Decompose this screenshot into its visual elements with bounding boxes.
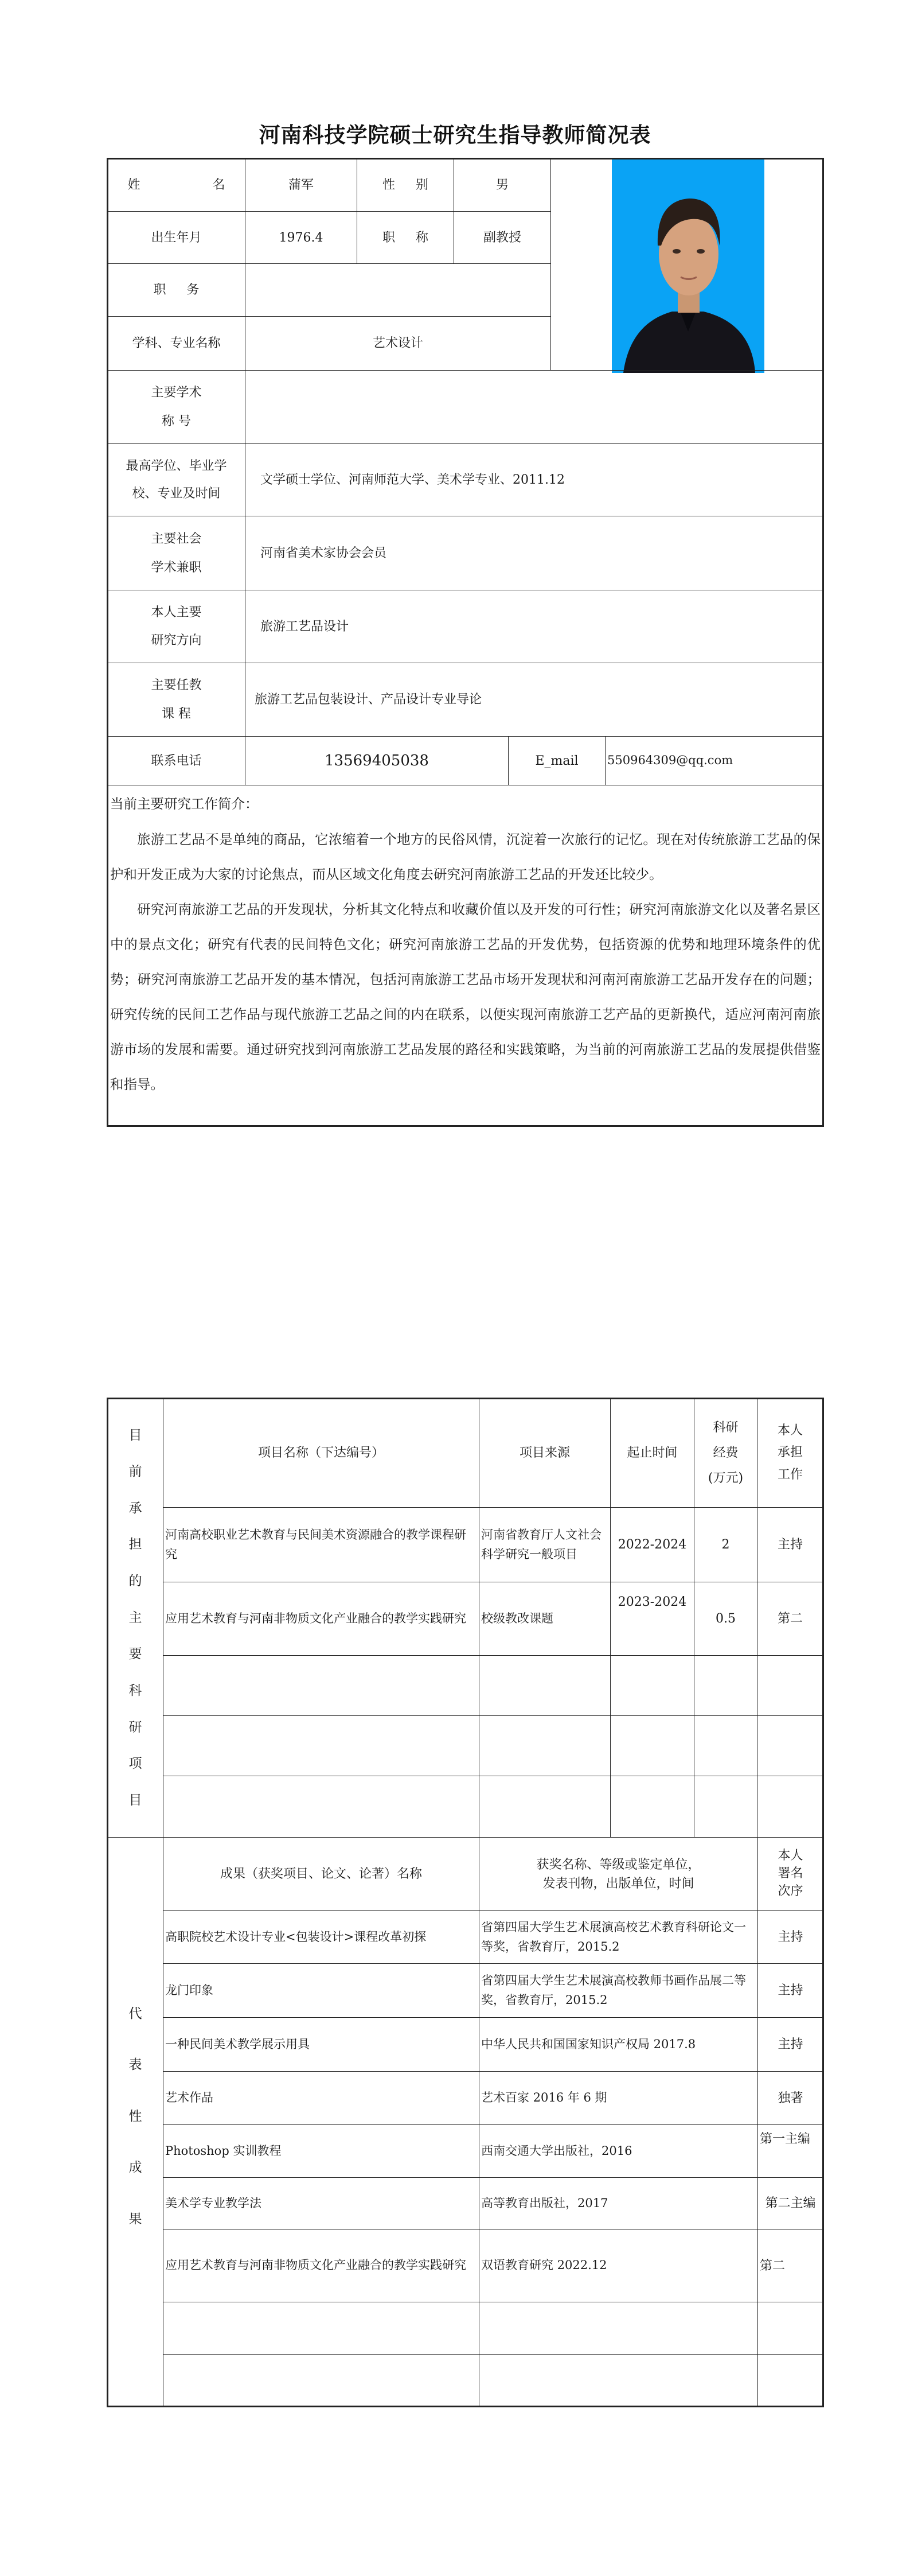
- projects-side-label-char: 承: [128, 1500, 142, 1516]
- project-role-cell: [757, 1655, 823, 1716]
- gender-label: [357, 158, 454, 212]
- projects-side-label-char: 项: [128, 1756, 142, 1772]
- title-label-char: 称: [415, 230, 428, 245]
- project-source-header: 项目来源: [479, 1398, 611, 1508]
- achievement-name-header: 成果（获奖项目、论文、论著）名称: [163, 1837, 479, 1911]
- achievement-order-header: [757, 1837, 823, 1911]
- research-intro-paragraph: 研究河南旅游工艺品的开发现状，分析其文化特点和收藏价值以及开发的可行性；研究河南旅游文化以及著名景区中的景点文化；研究有代表的民间特色文化；研究河南旅游工艺品的开发优势，包括资源的优势和地理环境条件的优势；研究河南旅游工艺品开发的基本情况，包括河南旅游工艺品市场开发现状和河南河南旅游工艺品开发存在的问题；研究传统的民间工艺作品与现代旅游工艺品之间的内在联系，以便实现河南旅游工艺产品的更新换代，适应河南河南旅游市场的发展和需要。通过研究找到河南旅游工艺品发展的路径和实践策略，为当前的河南旅游工艺品的发展提供借鉴和指导。: [110, 901, 821, 1092]
- project-name-cell: [163, 1776, 479, 1838]
- honor-label-line: 称 号: [161, 414, 191, 429]
- birth-label: 出生年月: [107, 211, 245, 264]
- phone-label: 联系电话: [107, 736, 245, 785]
- title-value: 副教授: [454, 211, 551, 264]
- name-label-char: 名: [212, 178, 225, 192]
- project-role-cell: 主持: [757, 1507, 823, 1582]
- order-header-line: 次序: [778, 1884, 803, 1898]
- achievement-award-cell: 省第四届大学生艺术展演高校教师书画作品展二等奖，省教育厅，2015.2: [479, 1963, 758, 2018]
- photo-eye: [697, 249, 705, 254]
- social-value: 河南省美术家协会会员: [245, 516, 823, 590]
- achievement-name-cell: 龙门印象: [163, 1963, 479, 2018]
- achievement-order-cell: [757, 2354, 823, 2407]
- position-label-char: 职: [153, 283, 166, 297]
- project-source-cell: 河南省教育厅人文社会科学研究一般项目: [479, 1507, 611, 1582]
- gender-label-char: 性: [382, 178, 396, 192]
- social-label: [107, 516, 245, 590]
- direction-label-line: 本人主要: [151, 605, 202, 620]
- achievement-award-cell: 省第四届大学生艺术展演高校艺术教育科研论文一等奖，省教育厅，2015.2: [479, 1910, 758, 1964]
- title-label: [357, 211, 454, 264]
- research-intro-heading: 当前主要研究工作简介：: [110, 796, 259, 812]
- honor-label-line: 主要学术: [151, 386, 202, 400]
- achievements-side-label-char: 成: [128, 2160, 142, 2176]
- achievement-award-cell: 高等教育出版社，2017: [479, 2177, 758, 2229]
- projects-side-label-char: 科: [128, 1683, 142, 1698]
- position-label: [107, 263, 245, 317]
- projects-side-label-char: 主: [128, 1610, 142, 1625]
- major-label: 学科、专业名称: [107, 316, 245, 371]
- achievements-side-label-char: 性: [128, 2108, 142, 2124]
- achievement-order-cell: 第二主编: [757, 2177, 823, 2229]
- research-intro: [107, 785, 823, 1126]
- project-role-cell: [757, 1715, 823, 1776]
- gender-label-char: 别: [415, 178, 428, 192]
- project-funding-cell: [694, 1655, 757, 1716]
- phone-value: 13569405038: [245, 736, 509, 785]
- project-funding-cell: [694, 1776, 757, 1838]
- email-label: E_mail: [508, 736, 606, 785]
- project-period-cell: [610, 1776, 694, 1838]
- achievement-name-cell: [163, 2354, 479, 2407]
- achievement-award-cell: [479, 2354, 758, 2407]
- achievement-order-cell: 主持: [757, 1963, 823, 2018]
- courses-label: [107, 663, 245, 737]
- project-name-header: 项目名称（下达编号）: [163, 1398, 479, 1508]
- project-period-header: 起止时间: [610, 1398, 694, 1508]
- achievement-order-cell: 独著: [757, 2071, 823, 2125]
- achievement-award-cell: 艺术百家 2016 年 6 期: [479, 2071, 758, 2125]
- projects-side-label-char: 担: [128, 1537, 142, 1552]
- role-header-line: 本人: [777, 1423, 803, 1438]
- degree-label: [107, 443, 245, 516]
- page-title: 河南科技学院硕士研究生指导教师简况表: [259, 123, 651, 147]
- role-header-line: 工作: [777, 1467, 803, 1482]
- degree-label-line: 最高学位、毕业学: [126, 458, 227, 473]
- achievement-name-cell: 高职院校艺术设计专业<包装设计>课程改革初探: [163, 1910, 479, 1964]
- name-label: [107, 158, 245, 212]
- achievement-name-cell: 美术学专业教学法: [163, 2177, 479, 2229]
- name-label-char: 姓: [127, 178, 140, 192]
- photo-eye: [673, 249, 681, 254]
- project-funding-cell: [694, 1715, 757, 1776]
- achievement-award-header: [479, 1837, 758, 1911]
- achievement-award-cell: 中华人民共和国国家知识产权局 2017.8: [479, 2017, 758, 2072]
- courses-value: 旅游工艺品包装设计、产品设计专业导论: [245, 663, 823, 737]
- achievement-order-cell: [757, 2302, 823, 2355]
- projects-side-label: [107, 1398, 163, 1838]
- award-header-line: 发表刊物，出版单位，时间: [542, 1876, 694, 1891]
- courses-label-line: 主要任教: [151, 678, 202, 693]
- achievement-order-cell: 主持: [757, 2017, 823, 2072]
- funding-header-line: 科研: [713, 1420, 739, 1435]
- order-header-line: 本人: [778, 1849, 803, 1863]
- achievement-award-cell: 双语教育研究 2022.12: [479, 2229, 758, 2302]
- project-period-cell: [610, 1655, 694, 1716]
- project-source-cell: [479, 1715, 611, 1776]
- achievement-name-cell: 一种民间美术教学展示用具: [163, 2017, 479, 2072]
- funding-header-line: 经费: [713, 1445, 739, 1460]
- project-source-cell: [479, 1655, 611, 1716]
- project-role-header: [757, 1398, 823, 1508]
- honor-label: [107, 370, 245, 444]
- gender-value: 男: [454, 158, 551, 212]
- degree-value: 文学硕士学位、河南师范大学、美术学专业、2011.12: [245, 443, 823, 516]
- degree-label-line: 校、专业及时间: [132, 487, 221, 501]
- achievement-order-cell: 第二: [757, 2229, 823, 2302]
- portrait-illustration: [612, 159, 764, 373]
- project-name-cell: [163, 1655, 479, 1716]
- projects-side-label-char: 目: [128, 1792, 142, 1808]
- project-period-cell: 2023-2024: [610, 1582, 694, 1656]
- project-name-cell: 应用艺术教育与河南非物质文化产业融合的教学实践研究: [163, 1582, 479, 1656]
- projects-side-label-char: 研: [128, 1719, 142, 1735]
- achievement-name-cell: 艺术作品: [163, 2071, 479, 2125]
- major-value: 艺术设计: [245, 316, 551, 371]
- achievements-side-label: [107, 1837, 163, 2407]
- research-intro-paragraph: 旅游工艺品不是单纯的商品，它浓缩着一个地方的民俗风情，沉淀着一次旅行的记忆。现在对传统旅游工艺品的保护和开发正成为大家的讨论焦点，而从区域文化角度去研究河南旅游工艺品的开发还比较少。: [110, 831, 821, 882]
- achievement-name-cell: Photoshop 实训教程: [163, 2124, 479, 2178]
- courses-label-line: 课 程: [161, 706, 191, 721]
- achievement-award-cell: [479, 2302, 758, 2355]
- name-value: 蒲军: [245, 158, 357, 212]
- direction-value: 旅游工艺品设计: [245, 590, 823, 663]
- project-funding-header: [694, 1398, 757, 1508]
- projects-side-label-char: 目: [128, 1427, 142, 1443]
- direction-label-line: 研究方向: [151, 633, 202, 648]
- direction-label: [107, 590, 245, 663]
- achievements-side-label-char: 果: [128, 2211, 142, 2227]
- project-name-cell: [163, 1715, 479, 1776]
- project-period-cell: 2022-2024: [610, 1507, 694, 1582]
- project-source-cell: [479, 1776, 611, 1838]
- achievement-order-cell: 第一主编: [757, 2124, 823, 2178]
- project-funding-cell: 2: [694, 1507, 757, 1582]
- project-funding-cell: 0.5: [694, 1582, 757, 1656]
- title-label-char: 职: [382, 230, 396, 245]
- project-role-cell: 第二: [757, 1582, 823, 1656]
- achievement-name-cell: [163, 2302, 479, 2355]
- teacher-photo: [612, 159, 764, 373]
- order-header-line: 署名: [778, 1866, 803, 1881]
- achievement-order-cell: 主持: [757, 1910, 823, 1964]
- project-name-cell: 河南高校职业艺术教育与民间美术资源融合的教学课程研究: [163, 1507, 479, 1582]
- social-label-line: 主要社会: [151, 531, 202, 546]
- achievement-award-cell: 西南交通大学出版社，2016: [479, 2124, 758, 2178]
- social-label-line: 学术兼职: [151, 560, 202, 575]
- award-header-line: 获奖名称、等级或鉴定单位，: [536, 1857, 701, 1872]
- role-header-line: 承担: [777, 1445, 803, 1460]
- project-period-cell: [610, 1715, 694, 1776]
- achievement-name-cell: 应用艺术教育与河南非物质文化产业融合的教学实践研究: [163, 2229, 479, 2302]
- funding-header-line: (万元): [708, 1470, 744, 1485]
- birth-value: 1976.4: [245, 211, 357, 264]
- achievements-side-label-char: 表: [128, 2057, 142, 2073]
- projects-side-label-char: 的: [128, 1574, 142, 1589]
- projects-side-label-char: 前: [128, 1464, 142, 1480]
- email-value: 550964309@qq.com: [605, 736, 823, 785]
- position-label-char: 务: [186, 283, 200, 297]
- position-value: [245, 263, 551, 317]
- achievements-side-label-char: 代: [128, 2006, 142, 2021]
- honor-value: [245, 370, 823, 444]
- projects-side-label-char: 要: [128, 1647, 142, 1662]
- project-source-cell: 校级教改课题: [479, 1582, 611, 1656]
- project-role-cell: [757, 1776, 823, 1838]
